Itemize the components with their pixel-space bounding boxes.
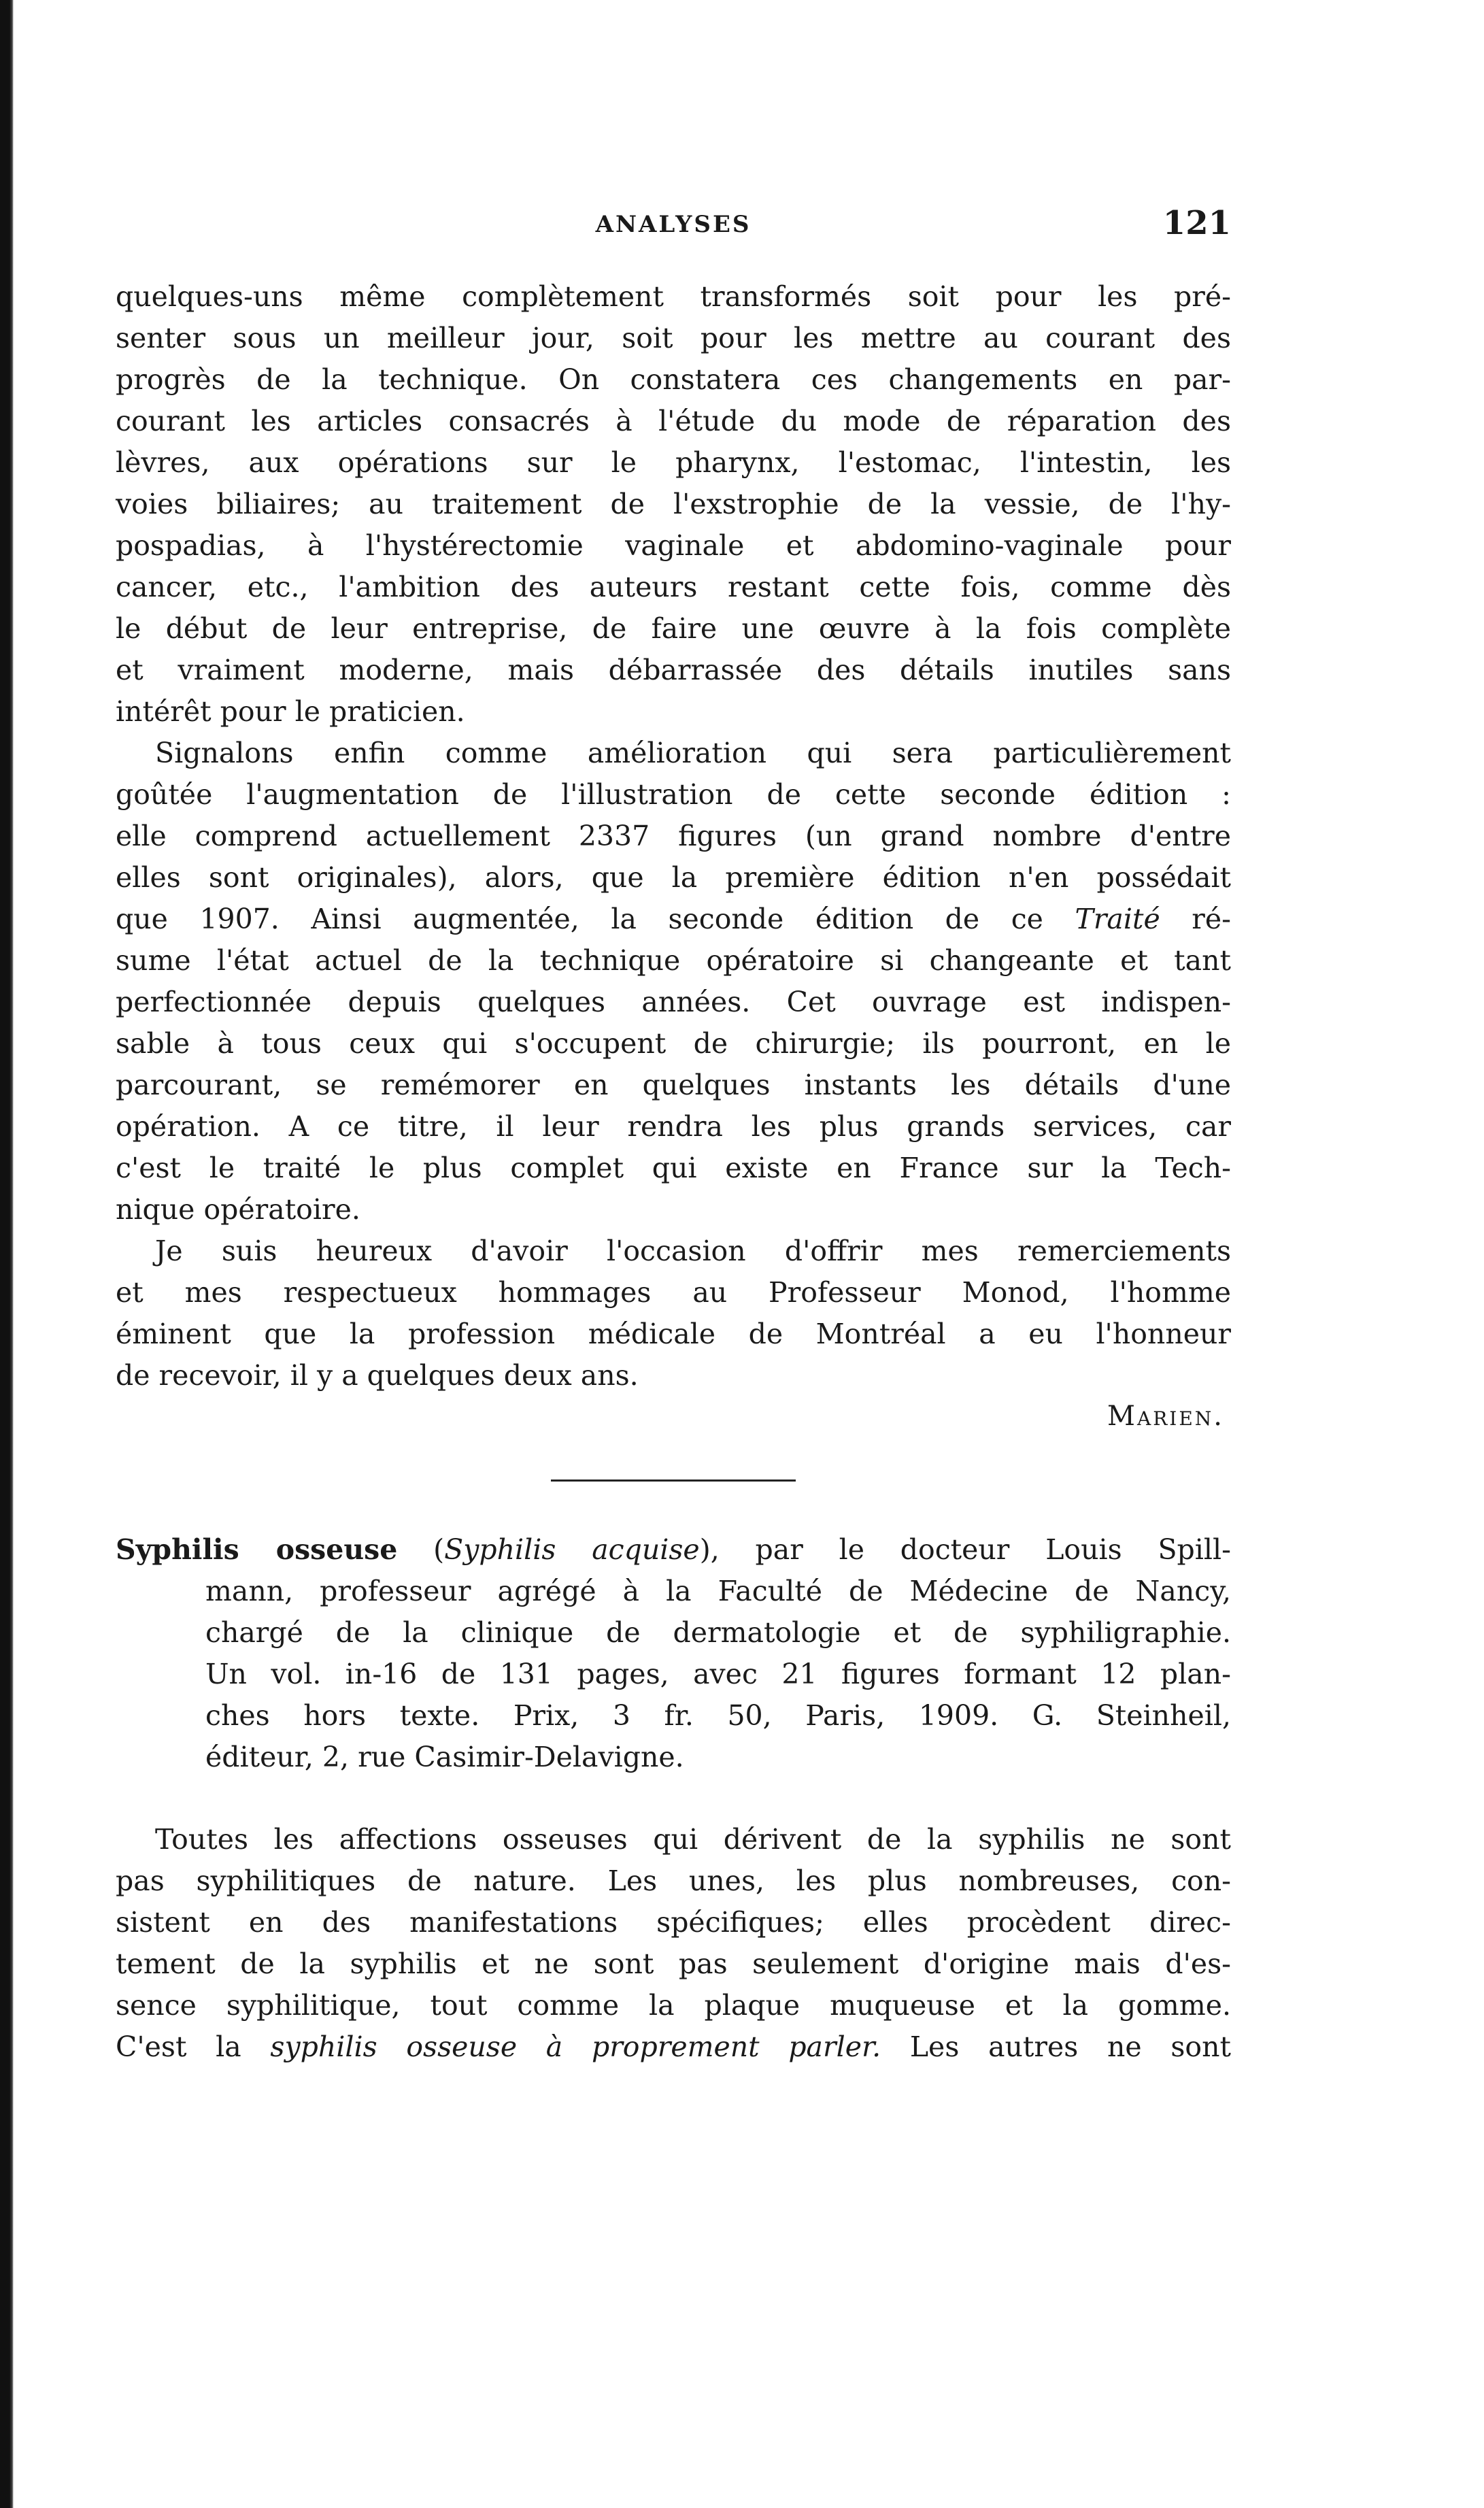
text-segment: que 1907. Ainsi augmentée, la seconde édition de ce (116, 903, 1043, 935)
text-line: et vraiment moderne, mais débarrassée des détails inutiles sans (116, 654, 1231, 686)
text-line: cancer, etc., l'ambition des auteurs restant cette fois, comme dès (116, 571, 1231, 603)
text-line: quelques-uns même complètement transformés soit pour les pré- (116, 280, 1231, 313)
text-line: sistent en des manifestations spécifiques; elles procèdent direc- (116, 1906, 1231, 1939)
text-line: courant les articles consacrés à l'étude du mode de réparation des (116, 405, 1231, 437)
text-line: de recevoir, il y a quelques deux ans. (116, 1359, 639, 1392)
text-line-with-italic (116, 2026, 1231, 2068)
review2-book-entry (116, 1529, 1231, 1778)
entry-line: éditeur, 2, rue Casimir-Delavigne. (205, 1741, 684, 1773)
text-line: Toutes les affections osseuses qui dérivent de la syphilis ne sont (155, 1823, 1231, 1856)
text-line: pospadias, à l'hystérectomie vaginale et abdomino-vaginale pour (116, 529, 1231, 562)
entry-line: Un vol. in-16 de 131 pages, avec 21 figures formant 12 plan- (205, 1658, 1231, 1690)
text-segment: C'est la (116, 2030, 241, 2063)
entry-line: chargé de la clinique de dermatologie et de syphiligraphie. (205, 1616, 1231, 1649)
text-line: c'est le traité le plus complet qui existe en France sur la Tech- (116, 1152, 1231, 1184)
text-line: nique opératoire. (116, 1193, 360, 1226)
entry-title: Syphilis osseuse (116, 1533, 398, 1566)
review1-paragraph-1 (116, 276, 1231, 733)
text-line: Signalons enfin comme amélioration qui sera particulièrement (155, 737, 1231, 769)
review1-signature: Marien. (1107, 1401, 1224, 1432)
text-line: sable à tous ceux qui s'occupent de chirurgie; ils pourront, en le (116, 1027, 1231, 1060)
text-line: parcourant, se remémorer en quelques instants les détails d'une (116, 1069, 1231, 1101)
page-binding-edge (0, 0, 14, 2508)
text-line: Je suis heureux d'avoir l'occasion d'offrir mes remerciements (155, 1235, 1231, 1267)
entry-line: mann, professeur agrégé à la Faculté de Médecine de Nancy, (205, 1575, 1231, 1607)
text-line: opération. A ce titre, il leur rendra les plus grands services, car (116, 1110, 1231, 1143)
text-line: pas syphilitiques de nature. Les unes, les plus nombreuses, con- (116, 1865, 1231, 1897)
entry-line: ches hors texte. Prix, 3 fr. 50, Paris, 1909. G. Steinheil, (205, 1699, 1231, 1732)
review2-paragraph-1 (116, 1819, 1231, 2068)
review1-paragraph-3 (116, 1231, 1231, 1397)
section-divider (551, 1479, 796, 1482)
running-title: ANALYSES (595, 211, 752, 238)
running-head (116, 204, 1231, 258)
text-line: sence syphilitique, tout comme la plaque muqueuse et la gomme. (116, 1989, 1231, 2022)
entry-title-line: Syphilis osseuse (Syphilis acquise), par le docteur Louis Spill- (116, 1533, 1231, 1566)
italic-title-traite: Traité (1075, 903, 1160, 935)
text-line: elles sont originales), alors, que la première édition n'en possédait (116, 861, 1231, 894)
text-line: progrès de la technique. On constatera ces changements en par- (116, 363, 1231, 396)
text-line: tement de la syphilis et ne sont pas seulement d'origine mais d'es- (116, 1947, 1231, 1980)
italic-phrase: syphilis osseuse à proprement parler. (270, 2030, 881, 2063)
entry-author: , par le docteur Louis Spill- (710, 1533, 1231, 1566)
text-segment: Les autres ne sont (909, 2030, 1231, 2063)
text-line: voies biliaires; au traitement de l'exstrophie de la vessie, de l'hy- (116, 488, 1231, 520)
text-line: elle comprend actuellement 2337 figures (un grand nombre d'entre (116, 820, 1231, 852)
review1-paragraph-2 (116, 733, 1231, 1231)
book-page (116, 204, 1231, 2068)
text-line: goûtée l'augmentation de l'illustration de cette seconde édition : (116, 778, 1231, 811)
text-segment: ré- (1192, 903, 1231, 935)
text-line: perfectionnée depuis quelques années. Cet ouvrage est indispen- (116, 986, 1231, 1018)
text-line-with-italic (116, 899, 1231, 940)
text-line: sume l'état actuel de la technique opératoire si changeante et tant (116, 944, 1231, 977)
page-number: 121 (1162, 204, 1231, 242)
entry-subtitle: Syphilis acquise (444, 1533, 700, 1566)
text-line: intérêt pour le praticien. (116, 695, 465, 728)
text-line: éminent que la profession médicale de Montréal a eu l'honneur (116, 1318, 1231, 1350)
text-line: lèvres, aux opérations sur le pharynx, l'estomac, l'intestin, les (116, 446, 1231, 479)
text-line: senter sous un meilleur jour, soit pour les mettre au courant des (116, 322, 1231, 354)
spacer (116, 1778, 1231, 1819)
text-line: le début de leur entreprise, de faire une œuvre à la fois complète (116, 612, 1231, 645)
text-line: et mes respectueux hommages au Professeur Monod, l'homme (116, 1276, 1231, 1309)
